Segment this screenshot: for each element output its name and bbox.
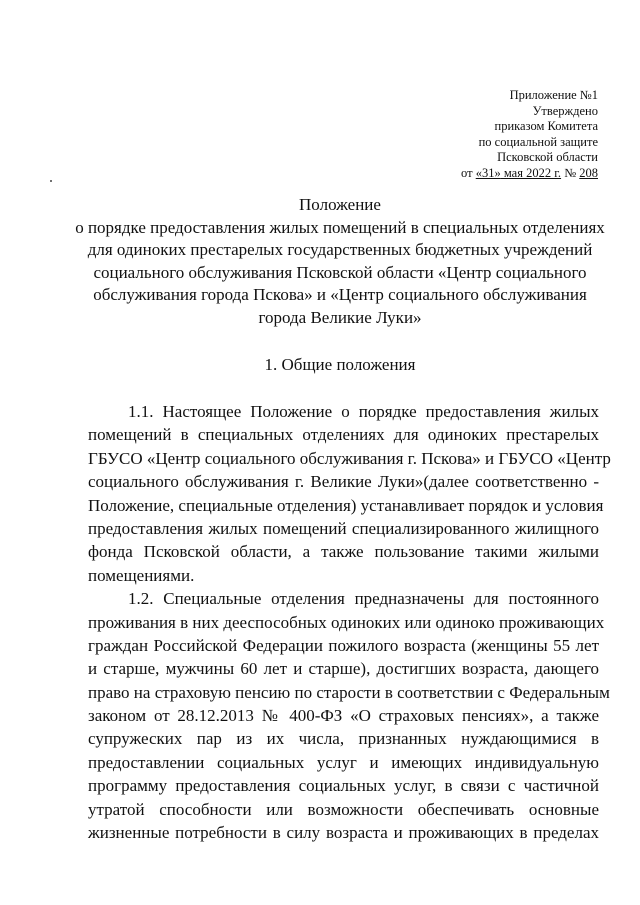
- number-label: №: [561, 165, 580, 180]
- paragraph-line: помещений в специальных отделениях для одиноких престарелых: [88, 425, 599, 445]
- paragraph-line: супружеских пар из их числа, признанных нуждающимися в: [88, 729, 599, 749]
- title-line: для одиноких престарелых государственных бюджетных учреждений: [87, 240, 593, 260]
- paragraph-line: социального обслуживания г. Великие Луки»(далее соответственно -: [88, 472, 599, 492]
- paragraph-line: 1.1. Настоящее Положение о порядке предоставления жилых: [128, 402, 599, 421]
- title-line: социального обслуживания Псковской области «Центр социального: [93, 262, 587, 282]
- date-month-year: мая 2022 г.: [500, 165, 562, 180]
- title-line: Положение: [299, 195, 381, 214]
- document-body: [88, 400, 611, 844]
- paragraph-line: утратой способности или возможности обеспечивать основные: [88, 799, 599, 819]
- paragraph-line: проживания в них дееспособных одиноких или одиноко проживающих: [88, 612, 605, 632]
- paragraph-1-1: [88, 400, 611, 587]
- paragraph-1-2: [88, 587, 610, 844]
- paragraph-line: Положение, специальные отделения) устанавливает порядок и условия: [88, 495, 604, 515]
- approved-label: Утверждено: [532, 103, 598, 118]
- date-prefix: от: [461, 165, 476, 180]
- paragraph-line: предоставлении социальных услуг и имеющих индивидуальную: [88, 752, 599, 772]
- scan-speck: [50, 180, 52, 182]
- title-line: о порядке предоставления жилых помещений в специальных отделениях: [75, 217, 605, 237]
- paragraph-line: ГБУСО «Центр социального обслуживания г. Пскова» и ГБУСО «Центр: [88, 448, 611, 468]
- appendix-number: Приложение №1: [509, 88, 598, 102]
- paragraph-line: и старше, мужчины 60 лет и старше), достигших возраста, дающего: [88, 659, 599, 679]
- order-number: 208: [579, 165, 598, 180]
- paragraph-line: предоставления жилых помещений специализированного жилищного: [88, 518, 599, 538]
- order-of-committee: приказом Комитета: [494, 119, 598, 134]
- order-date-line: [461, 166, 598, 182]
- paragraph-line: право на страховую пенсию по старости в соответствии с Федеральным: [88, 682, 610, 702]
- document-title: [40, 194, 640, 330]
- date-day: «31»: [475, 165, 501, 180]
- paragraph-line: программу предоставления социальных услуг, в связи с частичной: [88, 776, 599, 796]
- paragraph-line: жизненные потребности в силу возраста и проживающих в пределах: [88, 823, 599, 843]
- title-line: города Великие Луки»: [258, 307, 422, 327]
- paragraph-line: 1.2. Специальные отделения предназначены для постоянного: [128, 589, 599, 609]
- paragraph-line: граждан Российской Федерации пожилого возраста (женщины 55 лет: [88, 635, 599, 655]
- region-name: Псковской области: [497, 150, 598, 165]
- title-line: обслуживания города Пскова» и «Центр социального обслуживания: [93, 285, 587, 305]
- committee-name: по социальной защите: [478, 134, 598, 149]
- paragraph-line: помещениями.: [88, 565, 195, 585]
- paragraph-line: законом от 28.12.2013 № 400-ФЗ «О страховых пенсиях», а также: [88, 706, 599, 726]
- appendix-approval-block: [461, 88, 598, 182]
- paragraph-line: фонда Псковской области, а также пользование такими жилыми: [88, 542, 599, 562]
- section-heading: 1. Общие положения: [264, 355, 416, 374]
